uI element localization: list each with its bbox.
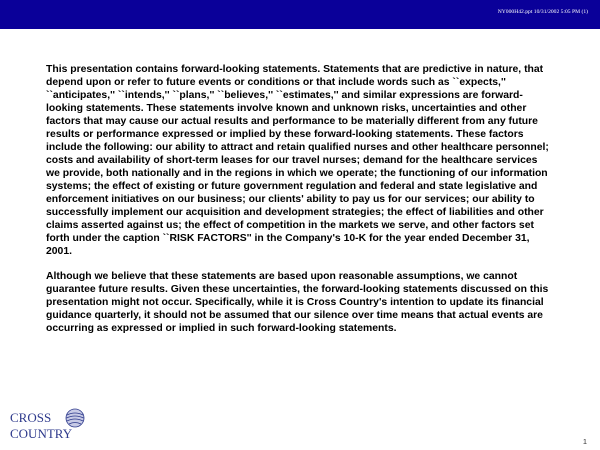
disclaimer-text bbox=[46, 63, 552, 347]
forward-looking-paragraph: This presentation contains forward-looking statements. Statements that are predictive in nature, that depend upon or refer to future events or conditions or that include words such as ``expects,'' ``anticipates,'' ``intends,'' ``plans,'' ``believes,'' ``estimates,'' and similar expressions are forward-looking statements. These statements involve known and unknown risks, uncertainties and other factors that may cause our actual results and performance to be materially different from any future results or performance expressed or implied by these forward-looking statements. These factors include the following: our ability to attract and retain qualified nurses and other healthcare personnel; costs and availability of short-term leases for our travel nurses; demand for the healthcare services we provide, both nationally and in the regions in which we operate; the functioning of our information systems; the effect of existing or future government regulation and federal and state legislative and enforcement initiatives on our business; our clients' ability to pay us for our services; our ability to successfully implement our acquisition and development strategies; the effect of liabilities and other claims asserted against us; the effect of competition in the markets we serve, and other factors set forth under the caption ``RISK FACTORS'' in the Company's 10-K for the year ended December 31, 2001. bbox=[46, 64, 549, 257]
page-number: 1 bbox=[582, 437, 587, 446]
header-bar bbox=[0, 0, 600, 29]
globe-icon bbox=[60, 406, 90, 436]
assumptions-paragraph: Although we believe that these statements are based upon reasonable assumptions, we cannot guarantee future results. Given these uncertainties, the forward-looking statements discussed on this presentation might not occur. Specifically, while it is Cross Country's intention to update its financial guidance quarterly, it should not be assumed that our silence over time means that actual events are occurring as expressed or implied in such forward-looking statements. bbox=[46, 271, 549, 334]
cross-country-logo bbox=[10, 406, 90, 446]
logo-line-1: CROSS bbox=[10, 410, 52, 425]
logo-line-2: COUNTRY bbox=[10, 426, 73, 441]
file-stamp: NY000H42.ppt 10/31/2002 5:05 PM (1) bbox=[497, 9, 588, 15]
